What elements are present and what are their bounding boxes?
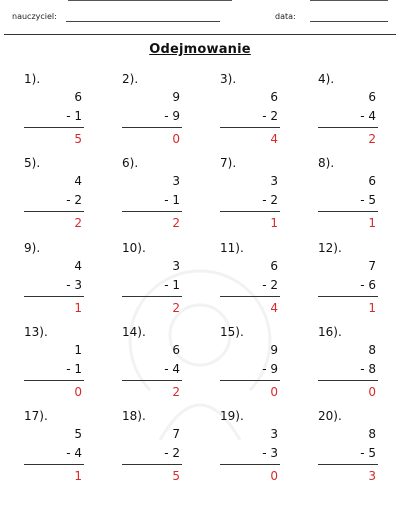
problem-number: 8). (318, 156, 335, 170)
minuend: 6 (368, 90, 376, 104)
minuend: 3 (172, 259, 180, 273)
problem-9 (24, 241, 84, 317)
answer: 3 (368, 469, 376, 483)
problem-8 (318, 156, 378, 232)
top-cut-line-left (68, 0, 232, 1)
answer: 1 (368, 301, 376, 315)
problem-4 (318, 72, 378, 148)
problem-number: 2). (122, 72, 139, 86)
problem-number: 19). (220, 409, 244, 423)
problem-number: 13). (24, 325, 48, 339)
result-line (220, 464, 280, 465)
subtrahend: - 9 (164, 109, 180, 123)
subtrahend: - 9 (262, 362, 278, 376)
minuend: 3 (270, 427, 278, 441)
subtrahend: - 6 (360, 278, 376, 292)
answer: 0 (74, 385, 82, 399)
result-line (24, 380, 84, 381)
problem-3 (220, 72, 280, 148)
result-line (318, 296, 378, 297)
answer: 2 (368, 132, 376, 146)
result-line (122, 296, 182, 297)
subtrahend: - 3 (262, 446, 278, 460)
subtrahend: - 4 (164, 362, 180, 376)
result-line (122, 464, 182, 465)
subtrahend: - 1 (66, 109, 82, 123)
problem-14 (122, 325, 182, 401)
answer: 1 (74, 469, 82, 483)
problem-11 (220, 241, 280, 317)
result-line (24, 211, 84, 212)
teacher-label: nauczyciel: (12, 12, 57, 21)
problem-number: 5). (24, 156, 41, 170)
result-line (24, 296, 84, 297)
answer: 0 (270, 385, 278, 399)
problem-18 (122, 409, 182, 485)
result-line (220, 211, 280, 212)
result-line (122, 380, 182, 381)
problem-number: 10). (122, 241, 146, 255)
problem-15 (220, 325, 280, 401)
answer: 2 (172, 301, 180, 315)
minuend: 7 (172, 427, 180, 441)
problem-19 (220, 409, 280, 485)
answer: 4 (270, 301, 278, 315)
problem-17 (24, 409, 84, 485)
result-line (122, 127, 182, 128)
result-line (220, 127, 280, 128)
date-label: data: (275, 12, 296, 21)
problem-6 (122, 156, 182, 232)
result-line (220, 296, 280, 297)
problem-1 (24, 72, 84, 148)
problem-number: 16). (318, 325, 342, 339)
problem-5 (24, 156, 84, 232)
subtrahend: - 4 (360, 109, 376, 123)
subtrahend: - 2 (66, 193, 82, 207)
minuend: 6 (270, 259, 278, 273)
answer: 0 (172, 132, 180, 146)
minuend: 1 (74, 343, 82, 357)
result-line (122, 211, 182, 212)
answer: 2 (172, 216, 180, 230)
minuend: 3 (172, 174, 180, 188)
problem-7 (220, 156, 280, 232)
minuend: 8 (368, 343, 376, 357)
result-line (220, 380, 280, 381)
subtrahend: - 2 (164, 446, 180, 460)
minuend: 5 (74, 427, 82, 441)
teacher-watermark-icon (80, 240, 320, 450)
subtrahend: - 3 (66, 278, 82, 292)
problem-number: 12). (318, 241, 342, 255)
problem-number: 1). (24, 72, 41, 86)
problem-number: 15). (220, 325, 244, 339)
answer: 1 (270, 216, 278, 230)
minuend: 6 (270, 90, 278, 104)
result-line (24, 127, 84, 128)
date-field[interactable] (310, 21, 388, 22)
subtrahend: - 1 (66, 362, 82, 376)
result-line (318, 127, 378, 128)
answer: 1 (368, 216, 376, 230)
subtrahend: - 4 (66, 446, 82, 460)
subtrahend: - 2 (262, 109, 278, 123)
answer: 1 (74, 301, 82, 315)
subtrahend: - 1 (164, 193, 180, 207)
teacher-name-field[interactable] (66, 21, 220, 22)
minuend: 6 (172, 343, 180, 357)
problem-number: 14). (122, 325, 146, 339)
subtrahend: - 5 (360, 446, 376, 460)
problem-number: 20). (318, 409, 342, 423)
minuend: 6 (368, 174, 376, 188)
problem-13 (24, 325, 84, 401)
problem-16 (318, 325, 378, 401)
minuend: 3 (270, 174, 278, 188)
minuend: 4 (74, 174, 82, 188)
problem-number: 7). (220, 156, 237, 170)
minuend: 8 (368, 427, 376, 441)
answer: 4 (270, 132, 278, 146)
minuend: 9 (270, 343, 278, 357)
problem-number: 4). (318, 72, 335, 86)
problem-number: 18). (122, 409, 146, 423)
result-line (318, 464, 378, 465)
problem-12 (318, 241, 378, 317)
problem-10 (122, 241, 182, 317)
problem-number: 17). (24, 409, 48, 423)
subtrahend: - 8 (360, 362, 376, 376)
subtrahend: - 5 (360, 193, 376, 207)
minuend: 6 (74, 90, 82, 104)
problem-number: 9). (24, 241, 41, 255)
subtrahend: - 2 (262, 278, 278, 292)
page-title: Odejmowanie (149, 42, 251, 57)
worksheet-header (0, 6, 400, 30)
answer: 5 (74, 132, 82, 146)
result-line (318, 211, 378, 212)
answer: 0 (368, 385, 376, 399)
subtrahend: - 2 (262, 193, 278, 207)
answer: 2 (172, 385, 180, 399)
minuend: 9 (172, 90, 180, 104)
header-divider (4, 34, 396, 35)
minuend: 7 (368, 259, 376, 273)
minuend: 4 (74, 259, 82, 273)
subtrahend: - 1 (164, 278, 180, 292)
problem-20 (318, 409, 378, 485)
top-cut-line-right (310, 0, 388, 1)
answer: 2 (74, 216, 82, 230)
result-line (318, 380, 378, 381)
problem-number: 6). (122, 156, 139, 170)
problem-number: 11). (220, 241, 244, 255)
result-line (24, 464, 84, 465)
problem-2 (122, 72, 182, 148)
answer: 5 (172, 469, 180, 483)
answer: 0 (270, 469, 278, 483)
problem-number: 3). (220, 72, 237, 86)
